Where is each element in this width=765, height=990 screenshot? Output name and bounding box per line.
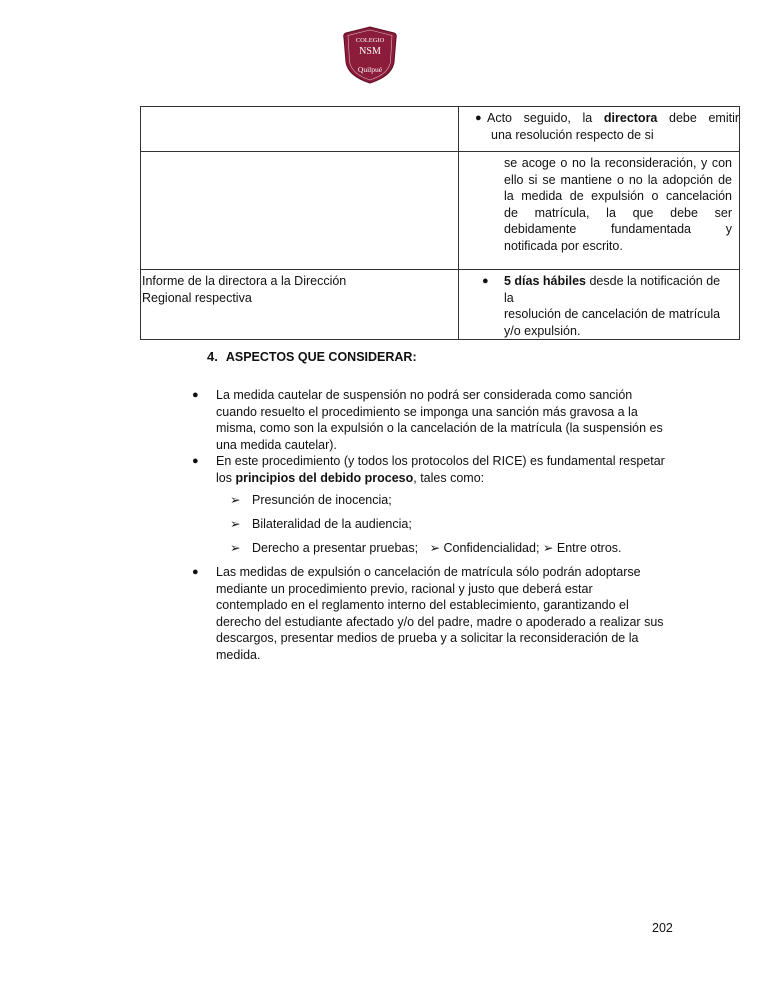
arrow-bullet-icon: ➢ <box>542 541 554 555</box>
text-line: cuando resuelto el procedimiento se imponga una sanción más gravosa a la <box>216 404 638 419</box>
text-line: descargos, presentar medios de prueba y a solicitar la reconsideración de la <box>216 631 639 645</box>
svg-text:NSM: NSM <box>359 46 381 57</box>
considerations-list <box>192 387 692 663</box>
text-line: contemplado en el reglamento interno del establecimiento, garantizando el <box>216 598 629 612</box>
sub-item-text: Entre otros. <box>556 541 622 555</box>
text-line: medida. <box>216 647 261 662</box>
table-cell <box>459 270 740 340</box>
section-number: 4. <box>207 349 218 364</box>
section-heading <box>207 349 417 364</box>
sub-item-text: Presunción de inocencia; <box>252 493 392 507</box>
table-cell-empty <box>141 107 459 152</box>
svg-text:Quilpué: Quilpué <box>357 65 383 74</box>
text-line: una medida cautelar). <box>216 437 337 452</box>
text-line: misma, como son la expulsión o la cancelación de la matrícula (la suspensión es <box>216 421 663 435</box>
sub-item-text: Derecho a presentar pruebas; <box>252 541 419 555</box>
arrow-bullet-icon: ➢ <box>429 541 441 555</box>
arrow-bullet-icon: ➢ <box>230 541 241 555</box>
text-line: Las medidas de expulsión o cancelación de matrícula sólo podrán adoptarse <box>216 565 641 579</box>
procedure-table <box>140 106 740 340</box>
sub-item-text: Confidencialidad; <box>443 541 540 555</box>
list-item <box>192 453 692 486</box>
text-line: La medida cautelar de suspensión no podrá ser considerada como sanción <box>216 388 633 402</box>
text-line: se acoge o no la reconsideración, y con <box>504 156 732 170</box>
table-cell <box>459 152 740 270</box>
arrow-bullet-icon: ➢ <box>230 493 241 507</box>
text-line: mediante un procedimiento previo, racional y justo que deberá estar <box>216 581 593 596</box>
table-row <box>141 152 740 270</box>
sub-list-item <box>192 540 692 558</box>
row3-left-line1: Informe de la directora a la Dirección <box>142 274 347 288</box>
school-crest-icon <box>342 26 398 84</box>
table-row <box>141 270 740 340</box>
arrow-bullet-icon: ➢ <box>230 517 241 531</box>
table-cell <box>141 270 459 340</box>
page-number: 202 <box>652 921 673 935</box>
table-cell-empty <box>141 152 459 270</box>
row1-line1: Acto seguido, la directora debe emitir <box>487 111 740 125</box>
bullet-icon: ● <box>475 112 482 124</box>
text-line: derecho del estudiante afectado y/o del padre, madre o apoderado a realizar sus <box>216 614 664 629</box>
bullet-icon: ● <box>482 275 489 287</box>
list-item <box>192 387 692 453</box>
text-line: de matrícula, la que debe ser <box>504 205 732 220</box>
text-line: los principios del debido proceso, tales como: <box>216 470 485 485</box>
bullet-icon: ● <box>192 455 199 467</box>
row3-right-line2: resolución de cancelación de matrícula <box>504 307 721 321</box>
svg-text:COLEGIO: COLEGIO <box>355 37 385 44</box>
text-line: debidamente fundamentada y <box>504 222 732 236</box>
table-cell <box>459 107 740 152</box>
sub-list-item <box>192 492 692 510</box>
row1-line2: una resolución respecto de si <box>491 127 654 142</box>
text-line: ello si se mantiene o no la adopción de <box>504 172 732 187</box>
sub-list-item <box>192 516 692 534</box>
school-logo <box>342 26 398 84</box>
bullet-icon: ● <box>192 566 199 578</box>
text-line: la medida de expulsión o cancelación <box>504 189 732 203</box>
sub-item-text: Bilateralidad de la audiencia; <box>252 517 412 531</box>
text-line: En este procedimiento (y todos los protocolos del RICE) es fundamental respetar <box>216 454 665 468</box>
section-title: ASPECTOS QUE CONSIDERAR: <box>225 350 417 364</box>
text-line: notificada por escrito. <box>504 238 623 253</box>
list-item <box>192 564 692 663</box>
row3-left-line2: Regional respectiva <box>142 290 252 305</box>
row3-right-line1: 5 días hábiles desde la notificación de la <box>504 274 721 305</box>
table-row <box>141 107 740 152</box>
row3-right-line3: y/o expulsión. <box>504 323 581 338</box>
bullet-icon: ● <box>192 389 199 401</box>
row2-text <box>459 152 739 254</box>
